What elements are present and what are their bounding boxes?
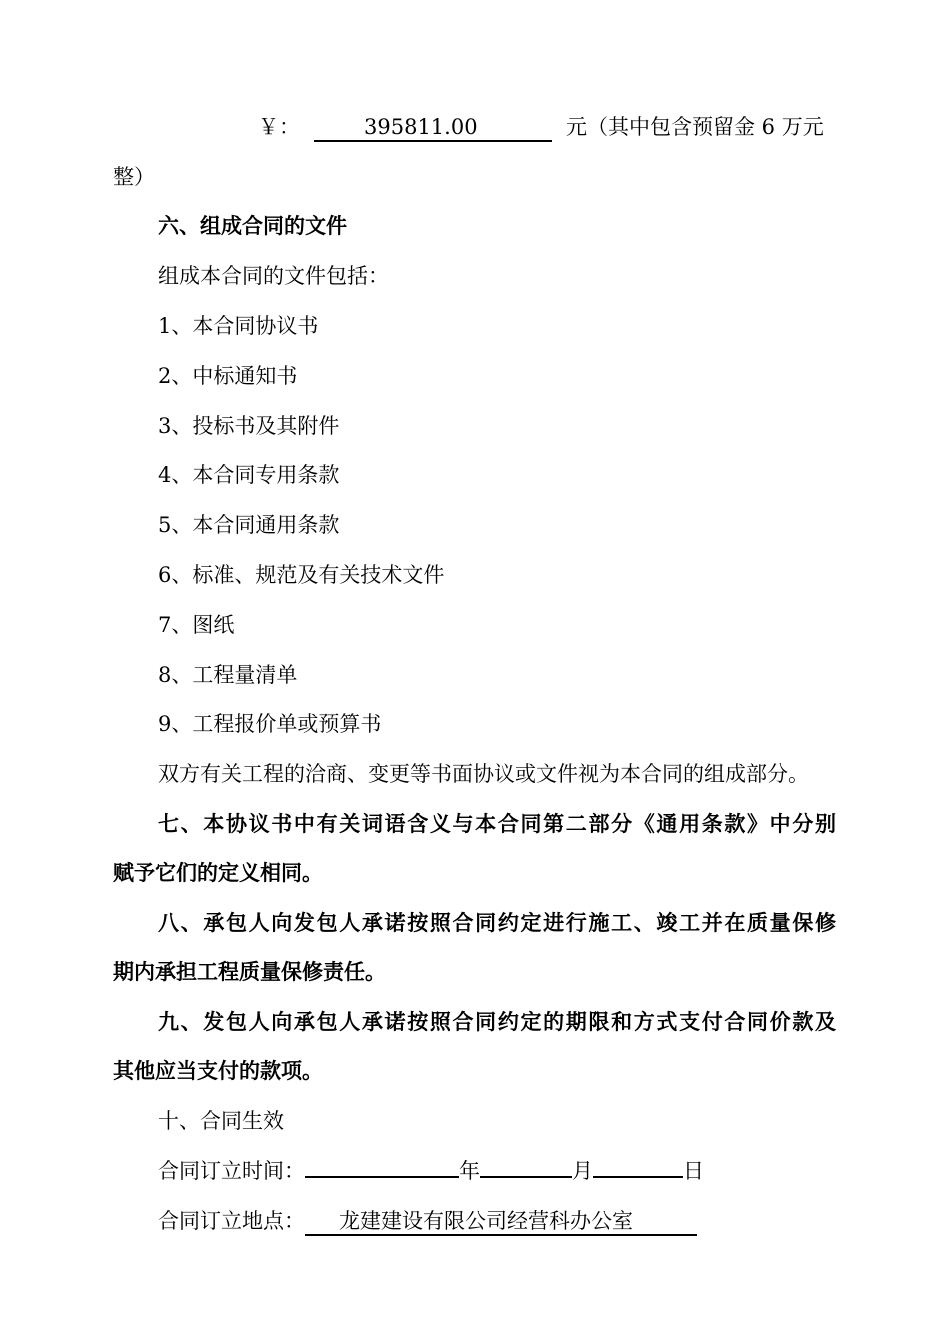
- year-label: 年: [459, 1159, 480, 1183]
- price-amount: 395811.00: [314, 114, 552, 142]
- section8-line2: 期内承担工程质量保修责任。: [113, 959, 386, 984]
- list-item: 3、投标书及其附件: [158, 414, 340, 438]
- currency-label: ￥：: [258, 115, 300, 139]
- section8-line1: 八、承包人向发包人承诺按照合同约定进行施工、竣工并在质量保修: [158, 910, 836, 935]
- signing-place-line: [158, 1206, 697, 1236]
- list-item: 4、本合同专用条款: [158, 463, 340, 487]
- signing-place-value: 龙建建设有限公司经营科办公室: [305, 1208, 697, 1236]
- signing-time-line: [158, 1156, 704, 1186]
- list-item: 8、工程量清单: [158, 663, 298, 687]
- month-blank: [480, 1176, 572, 1178]
- price-line: [258, 112, 824, 142]
- section7-line2: 赋予它们的定义相同。: [113, 860, 323, 885]
- section9-line1: 九、发包人向承包人承诺按照合同约定的期限和方式支付合同价款及: [158, 1009, 836, 1034]
- price-continuation: 整）: [113, 165, 155, 189]
- section6-intro: 组成本合同的文件包括：: [158, 264, 389, 288]
- month-label: 月: [572, 1159, 593, 1183]
- signing-time-label: 合同订立时间：: [158, 1159, 305, 1183]
- list-item: 6、标准、规范及有关技术文件: [158, 563, 445, 587]
- list-item: 7、图纸: [158, 613, 235, 637]
- list-item: 2、中标通知书: [158, 364, 298, 388]
- section7-line1: 七、本协议书中有关词语含义与本合同第二部分《通用条款》中分别: [158, 811, 836, 836]
- list-item: 9、工程报价单或预算书: [158, 712, 382, 736]
- signing-place-label: 合同订立地点：: [158, 1209, 305, 1233]
- section10-heading: 十、合同生效: [158, 1109, 284, 1133]
- day-label: 日: [683, 1159, 704, 1183]
- section6-closing: 双方有关工程的洽商、变更等书面协议或文件视为本合同的组成部分。: [158, 762, 809, 786]
- list-item: 1、本合同协议书: [158, 314, 319, 338]
- list-item: 5、本合同通用条款: [158, 513, 340, 537]
- year-blank: [305, 1176, 459, 1178]
- day-blank: [593, 1176, 683, 1178]
- section9-line2: 其他应当支付的款项。: [113, 1058, 323, 1083]
- section6-heading: 六、组成合同的文件: [158, 213, 347, 238]
- price-suffix: 元（其中包含预留金 6 万元: [566, 115, 824, 139]
